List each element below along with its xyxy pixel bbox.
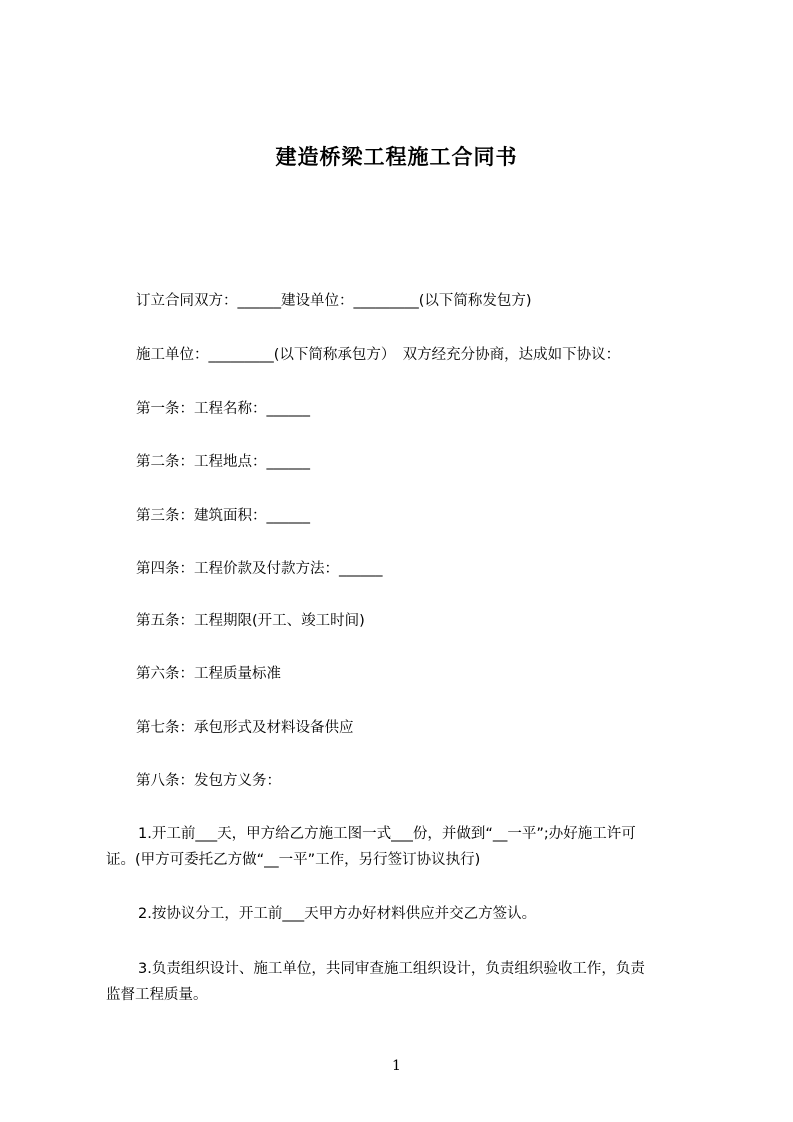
clause-3-building-area: 第三条：建筑面积：______ — [136, 508, 310, 524]
clause-5-project-period: 第五条：工程期限(开工、竣工时间) — [136, 613, 365, 629]
clause-6-quality-standard: 第六条：工程质量标准 — [136, 666, 281, 682]
item-3-line-2: 监督工程质量。 — [106, 987, 208, 1003]
document-title: 建造桥梁工程施工合同书 — [275, 145, 518, 169]
clause-1-project-name: 第一条：工程名称：______ — [136, 401, 310, 417]
item-2: 2.按协议分工，开工前___天甲方办好材料供应并交乙方签认。 — [138, 906, 537, 922]
item-1-line-2: 证。(甲方可委托乙方做“__一平”工作，另行签订协议执行) — [106, 852, 481, 868]
page-number: 1 — [392, 1058, 401, 1074]
paragraph-contract-parties: 订立合同双方：______建设单位：_________(以下简称发包方) — [136, 293, 532, 309]
paragraph-construction-unit: 施工单位：_________(以下简称承包方） 双方经充分协商，达成如下协议： — [136, 347, 621, 363]
item-3-line-1: 3.负责组织设计、施工单位，共同审查施工组织设计，负责组织验收工作，负责 — [138, 961, 645, 977]
clause-4-price-payment: 第四条：工程价款及付款方法：______ — [136, 561, 383, 577]
clause-8-employer-obligations: 第八条：发包方义务： — [136, 773, 281, 789]
item-1-line-1: 1.开工前___天，甲方给乙方施工图一式___份，并做到“__一平”;办好施工许可 — [138, 826, 636, 842]
clause-7-contract-form: 第七条：承包形式及材料设备供应 — [136, 720, 354, 736]
clause-2-project-location: 第二条：工程地点：______ — [136, 454, 310, 470]
